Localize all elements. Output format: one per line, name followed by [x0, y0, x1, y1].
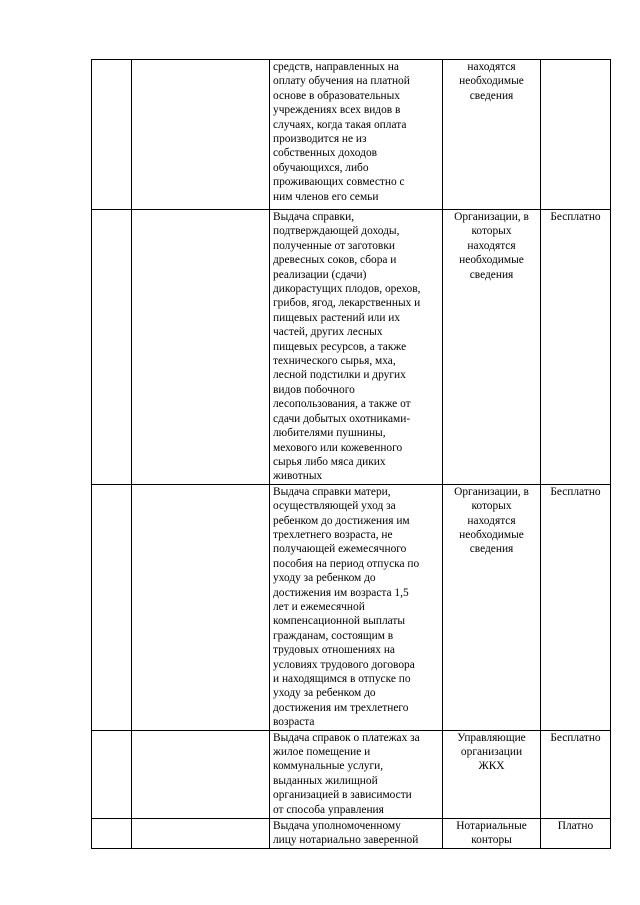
table-row — [92, 730, 611, 818]
service-name-cell — [270, 60, 443, 210]
number-cell — [92, 60, 132, 210]
organization-cell — [443, 730, 541, 818]
number-cell — [92, 210, 132, 485]
empty-cell — [132, 210, 270, 485]
service-name-text: Выдача справки, подтверждающей доходы, полученные от заготовки древесных соков, сбора и реализации (сдачи) дикорастущих плодов, орехов, грибов, ягод, лекарственных и пищевых растений или их частей, других лесных пищевых ресурсов, а также технического сырья, мха, лесной подстилки и других видов побочного лесопользования, а также от сдачи добытых охотниками- любителями пушнины, мехового или кожевенного сырья либо мяса диких животных — [273, 211, 421, 483]
services-table — [91, 59, 611, 849]
organization-cell — [443, 210, 541, 485]
number-cell — [92, 818, 132, 848]
cost-cell — [541, 484, 611, 730]
service-name-text: средств, направленных на оплату обучения на платной основе в образовательных учреждениях всех видов в случаях, когда такая оплата производится не из собственных доходов обучающихся, либо проживающих совместно с ним членов его семьи — [273, 61, 410, 203]
table-row — [92, 484, 611, 730]
empty-cell — [132, 818, 270, 848]
service-name-cell — [270, 484, 443, 730]
service-name-text: Выдача уполномоченному лицу нотариально заверенной — [273, 819, 419, 847]
table-row — [92, 210, 611, 485]
cost-text: Бесплатно — [550, 731, 601, 744]
organization-text: Организации, в которых находятся необходимые сведения — [454, 211, 529, 281]
empty-cell — [132, 484, 270, 730]
cost-cell — [541, 818, 611, 848]
service-name-cell — [270, 730, 443, 818]
table-row — [92, 818, 611, 848]
organization-text: Организации, в которых находятся необходимые сведения — [454, 485, 529, 556]
cost-cell — [541, 730, 611, 818]
cost-text: Бесплатно — [550, 211, 601, 223]
service-name-text: Выдача справки матери, осуществляющей уход за ребенком до достижения им трехлетнего возраста, не получающей ежемесячного пособия на период отпуска по уходу за ребенком до достижения им возраста 1,5 лет и ежемесячной компенсационной выплаты гражданам, состоящим в трудовых отношениях на условиях трудового договора и находящимся в отпуске по уходу за ребенком до достижения им трехлетнего возраста — [273, 485, 420, 729]
organization-cell — [443, 60, 541, 210]
number-cell — [92, 730, 132, 818]
cost-text: Платно — [557, 819, 594, 832]
cost-text: Бесплатно — [550, 485, 601, 498]
service-name-cell — [270, 210, 443, 485]
cost-cell — [541, 210, 611, 485]
organization-cell — [443, 818, 541, 848]
organization-text: находятся необходимые сведения — [459, 61, 524, 102]
table-row — [92, 60, 611, 210]
number-cell — [92, 484, 132, 730]
empty-cell — [132, 60, 270, 210]
cost-cell — [541, 60, 611, 210]
service-name-text: Выдача справок о платежах за жилое помещение и коммунальные услуги, выданных жилищной организацией в зависимости от способа управления — [273, 731, 420, 816]
service-name-cell — [270, 818, 443, 848]
empty-cell — [132, 730, 270, 818]
organization-text: Нотариальные конторы — [456, 819, 527, 847]
organization-cell — [443, 484, 541, 730]
organization-text: Управляющие организации ЖКХ — [457, 731, 526, 773]
